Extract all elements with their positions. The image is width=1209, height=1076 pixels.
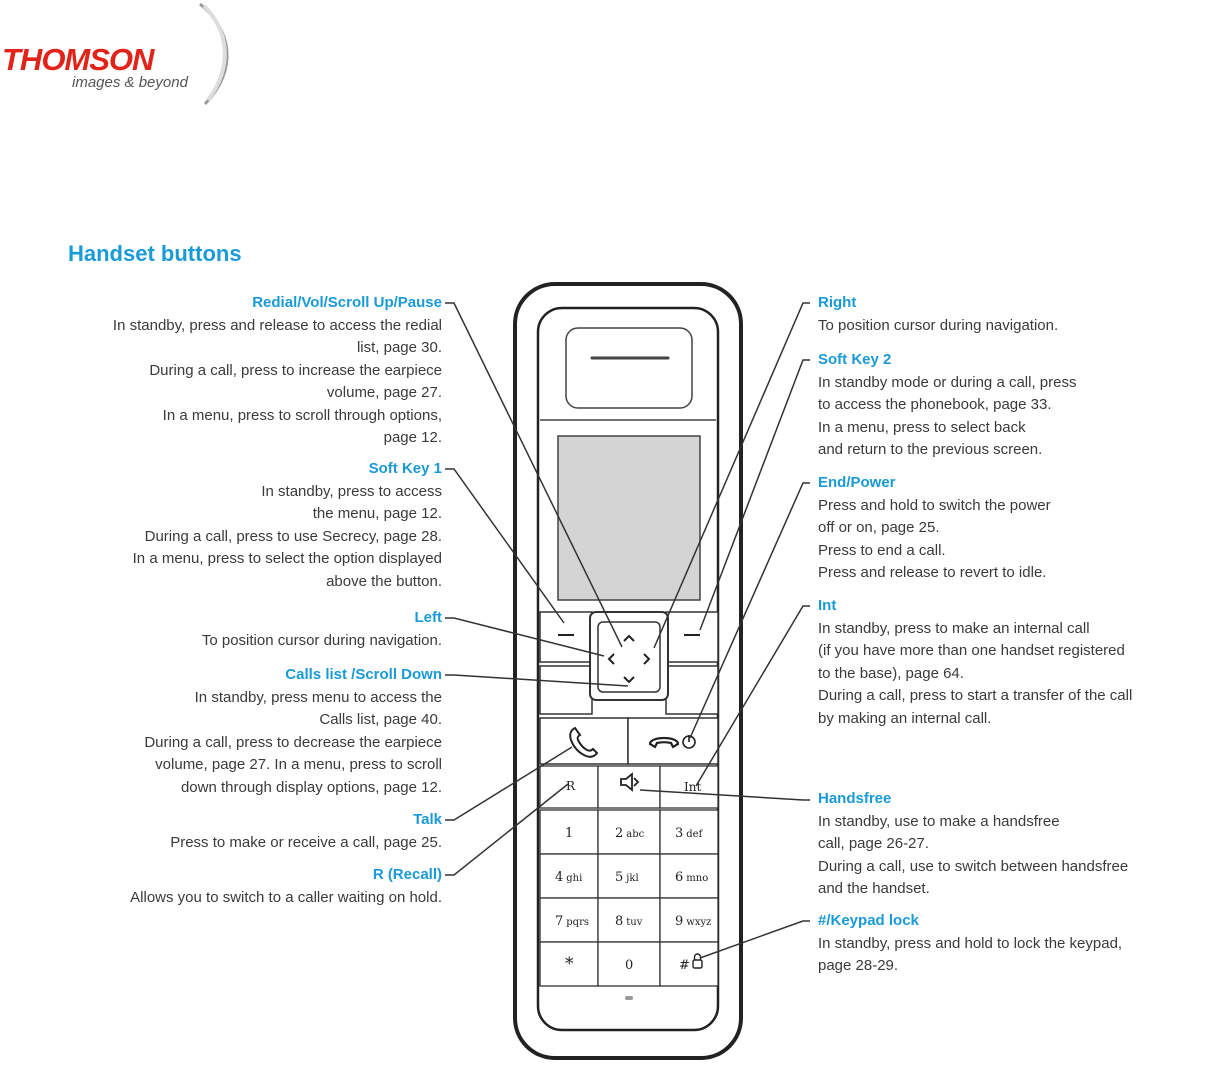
callout-heading: Talk xyxy=(413,811,442,828)
page-title: Handset buttons xyxy=(68,241,242,266)
key-label: 1 xyxy=(565,826,574,841)
callout-heading: Left xyxy=(414,609,442,626)
key-label: # xyxy=(679,958,690,973)
callout-calls-list xyxy=(22,664,442,799)
callout-talk xyxy=(22,809,442,854)
callout-left xyxy=(22,607,442,652)
side-key-right xyxy=(666,666,718,714)
callout-text: To position cursor during navigation. xyxy=(201,631,442,649)
callout-recall xyxy=(22,864,442,909)
side-key-left xyxy=(540,666,592,714)
earpiece xyxy=(566,328,692,408)
end-power-button[interactable] xyxy=(628,718,718,764)
logo-tagline: images & beyond xyxy=(72,74,188,91)
logo-brand: THOMSON xyxy=(2,42,154,77)
callout-heading: Handsfree xyxy=(818,790,892,807)
microphone xyxy=(625,996,633,1000)
soft-key-2[interactable] xyxy=(666,612,718,662)
callout-text: In standby, press and hold to lock the keypad, page 28-29. xyxy=(818,934,1123,974)
callout-heading: Soft Key 2 xyxy=(818,351,892,368)
callout-text: In standby, press to access the menu, page 12. During a call, press to use Secrecy, page 28. In a menu, press to select the option displayed above the button. xyxy=(132,482,442,590)
callout-text: In standby, press to make an internal call (if you have more than one handset registered to the base), page 64. During a call, press to start a transfer of the call by making an internal call. xyxy=(818,619,1133,727)
callout-right xyxy=(818,292,1203,337)
key-label: 3 def xyxy=(675,826,703,841)
callout-soft-key-1 xyxy=(22,458,442,593)
key-label: 8 tuv xyxy=(615,914,643,929)
key-label: 2 abc xyxy=(615,826,645,841)
callout-keypad-lock xyxy=(818,910,1203,978)
callout-heading: Redial/Vol/Scroll Up/Pause xyxy=(252,294,442,311)
display-screen xyxy=(558,436,700,600)
callout-heading: #/Keypad lock xyxy=(818,912,919,929)
key-label: 5 jkl xyxy=(615,870,639,885)
callout-soft-key-2 xyxy=(818,349,1203,462)
keypad xyxy=(540,810,718,986)
key-label: 4 ghi xyxy=(555,870,583,885)
callout-heading: Int xyxy=(818,597,837,614)
callout-heading: End/Power xyxy=(818,474,896,491)
callout-redial xyxy=(22,292,442,450)
key-label: 6 mno xyxy=(675,870,709,885)
callout-text: In standby mode or during a call, press to access the phonebook, page 33. In a menu, press to select back and return to the previous screen. xyxy=(818,373,1077,458)
callout-text: Press and hold to switch the power off or on, page 25. Press to end a call. Press and release to revert to idle. xyxy=(818,496,1051,581)
callout-text: In standby, use to make a handsfree call, page 26-27. During a call, use to switch between handsfree and the handset. xyxy=(818,812,1129,897)
callout-heading: Right xyxy=(818,294,857,311)
talk-button[interactable] xyxy=(540,718,628,764)
callout-text: In standby, press menu to access the Calls list, page 40. During a call, press to decrease the earpiece volume, page 27. In a menu, press to scroll down through display options, page 12. xyxy=(144,688,442,796)
key-label: 9 wxyz xyxy=(675,914,712,929)
callout-text: In standby, press and release to access the redial list, page 30. During a call, press to increase the earpiece volume, page 27. In a menu, press to scroll through options, page 12. xyxy=(112,316,442,446)
callout-int xyxy=(818,595,1203,730)
callout-text: To position cursor during navigation. xyxy=(818,316,1059,334)
callout-heading: R (Recall) xyxy=(372,866,442,883)
callout-handsfree xyxy=(818,788,1203,901)
key-label: * xyxy=(565,954,574,974)
callout-text: Allows you to switch to a caller waiting on hold. xyxy=(130,888,442,906)
callout-text: Press to make or receive a call, page 25. xyxy=(170,833,442,851)
key-label: 0 xyxy=(625,958,634,973)
int-label: Int xyxy=(684,780,702,794)
recall-label: R xyxy=(566,779,576,793)
key-label: 7 pqrs xyxy=(555,914,589,929)
callout-heading: Calls list /Scroll Down xyxy=(285,666,442,683)
callout-heading: Soft Key 1 xyxy=(368,460,442,477)
soft-key-1[interactable] xyxy=(540,612,592,662)
callout-end-power xyxy=(818,472,1203,585)
